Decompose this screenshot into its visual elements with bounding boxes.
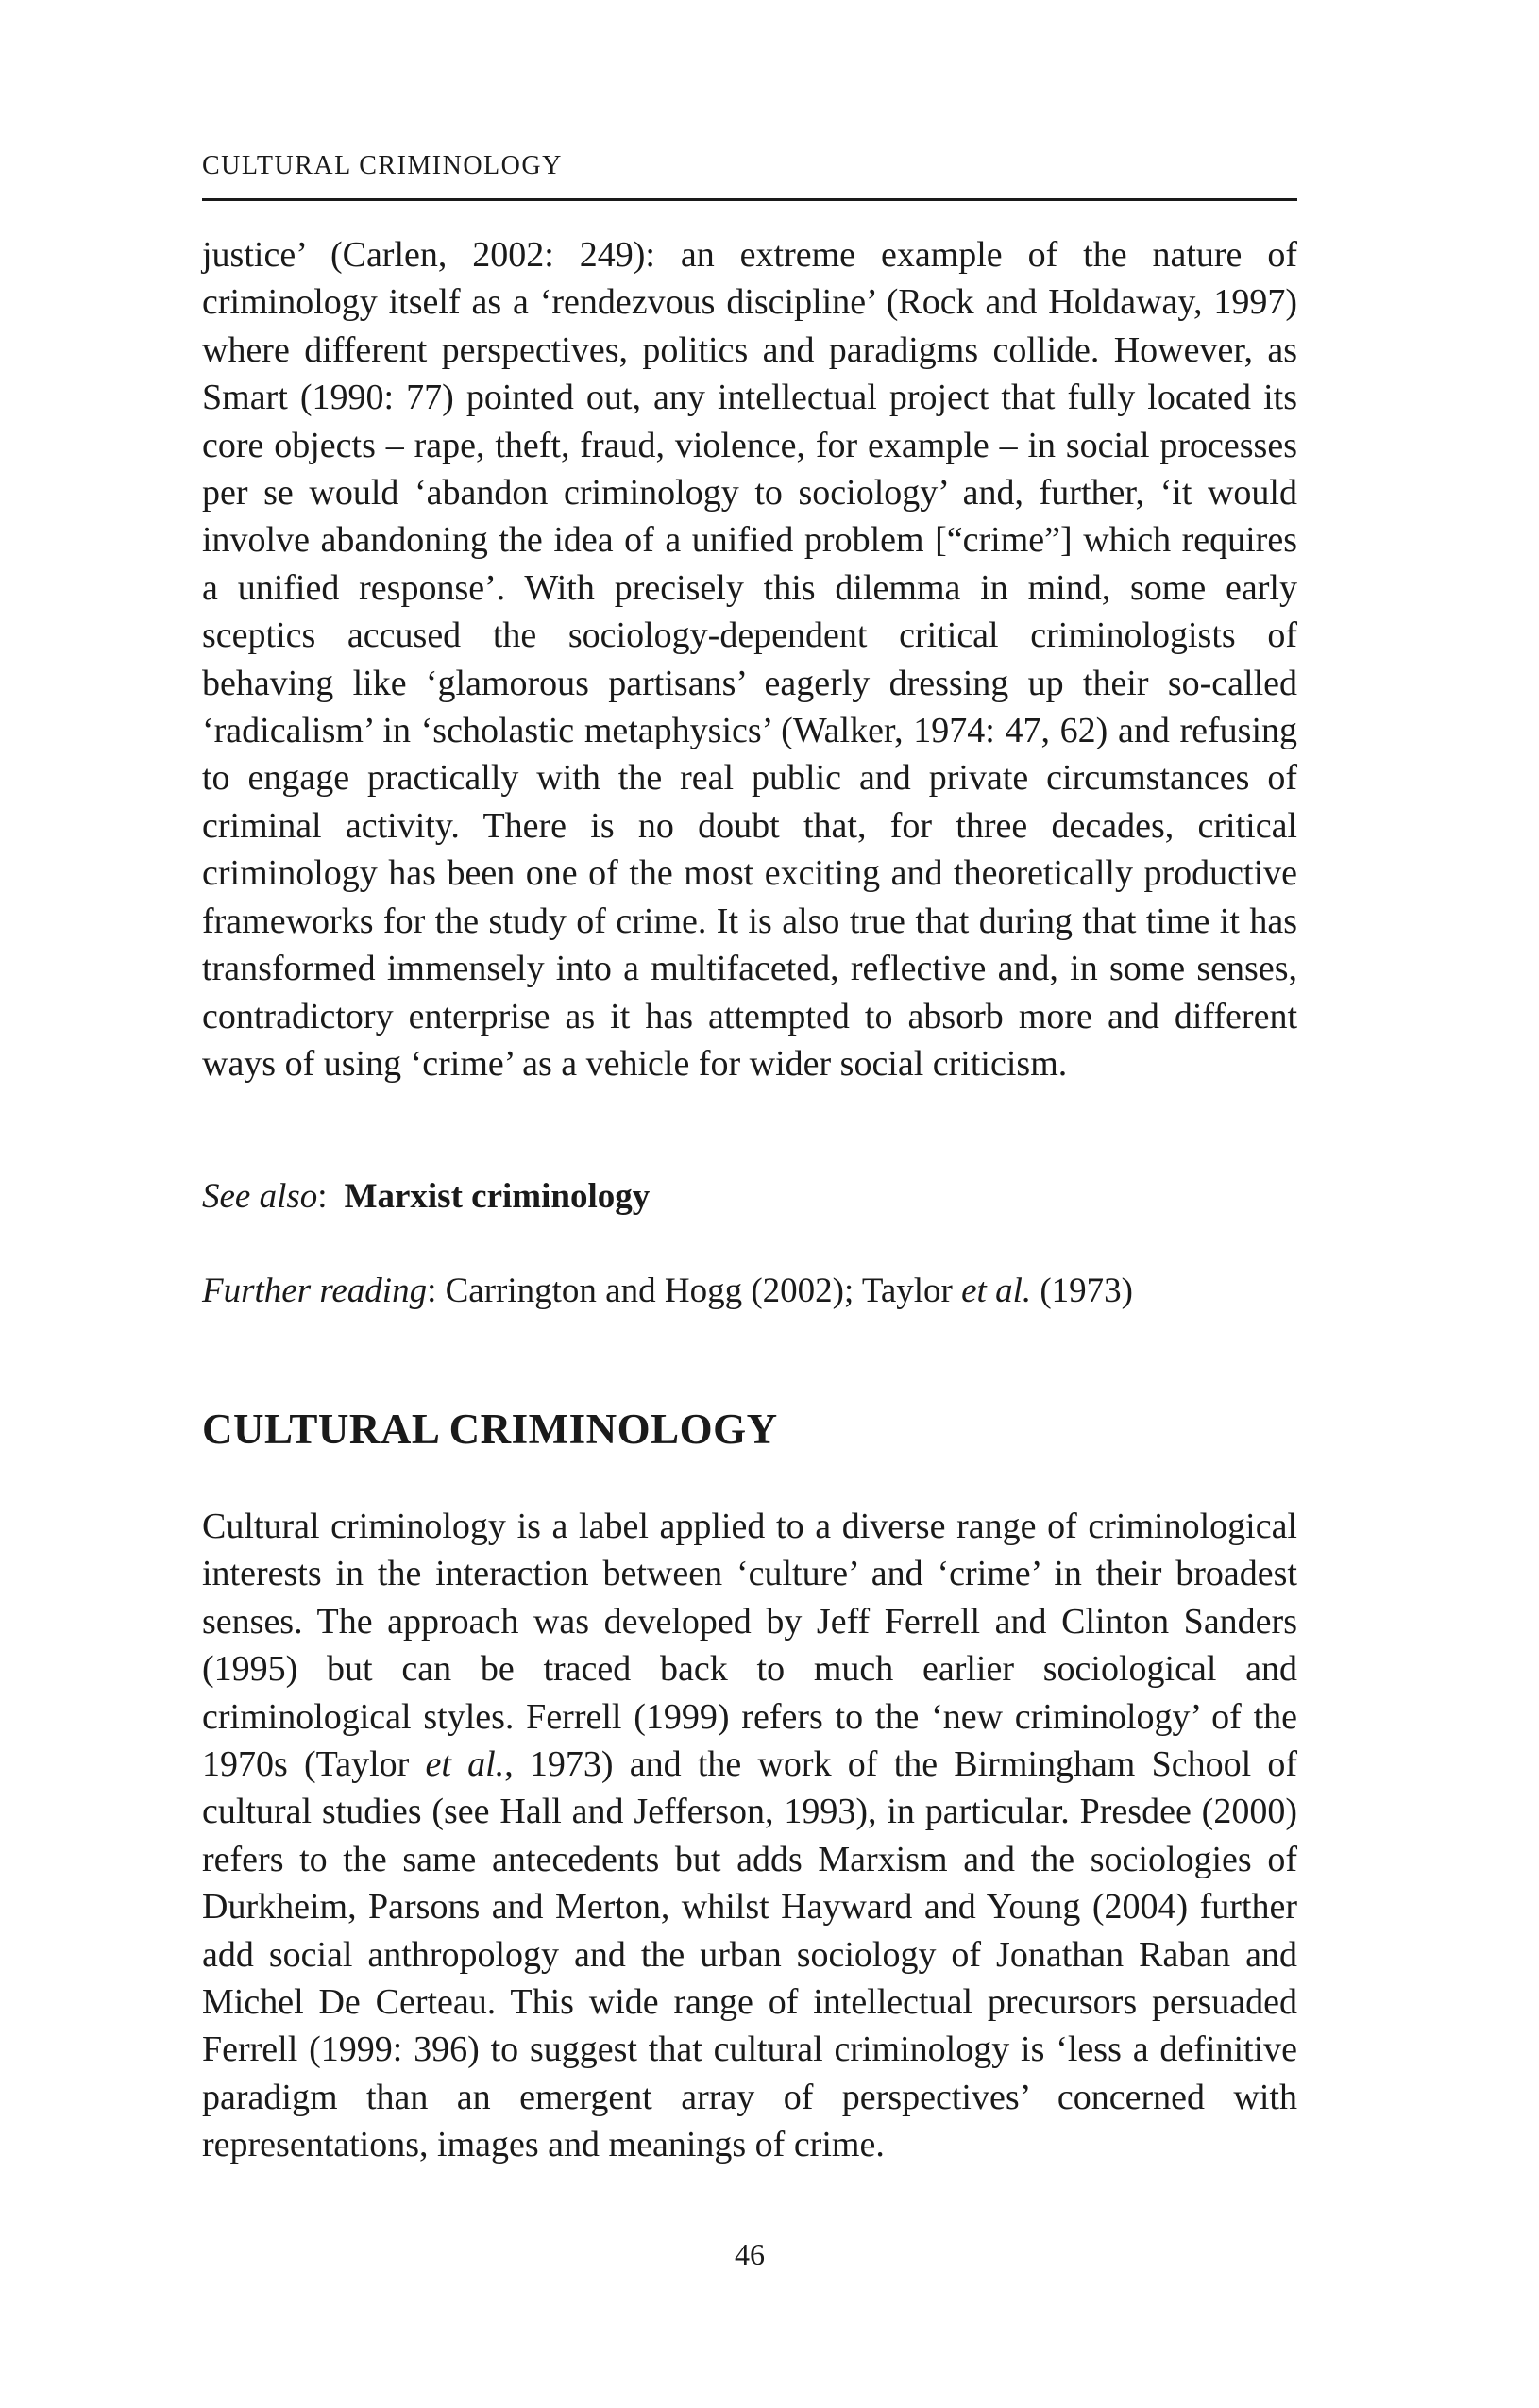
header-rule (202, 198, 1297, 201)
entry-text-part1: Cultural criminology is a label applied to a diverse range of criminological interests in the interaction between ‘culture’ and ‘crime’ in their broadest senses. The approach was developed by Jeff Ferrell and Clinton Sanders (1995) but can be traced back to much earlier sociological and criminological styles. Ferrell (1999) refers to the ‘new criminology’ of the 1970s (Taylor (202, 1507, 1297, 1785)
see-also-colon: : (317, 1177, 328, 1216)
see-also-label: See also (202, 1177, 318, 1216)
see-also-link[interactable]: Marxist criminology (344, 1177, 651, 1216)
page-number: 46 (735, 2237, 765, 2271)
further-reading-label: Further reading (202, 1271, 428, 1310)
entry-text-part2: , 1973) and the work of the Birmingham School of cultural studies (see Hall and Jefferson, 1993), in particular. Presdee (2000) refers to the same antecedents but adds Marxism and the sociologies of Durkheim, Parsons and Merton, whilst Hayward and Young (2004) further add social anthropology and the urban sociology of Jonathan Raban and Michel De Certeau. This wide range of intellectual precursors persuaded Ferrell (1999: 396) to suggest that cultural criminology is ‘less a definitive paradigm than an emergent array of perspectives’ concerned with representations, images and meanings of crime. (202, 1744, 1297, 2165)
further-reading-etal: et al. (961, 1271, 1032, 1310)
entry-paragraph (202, 1503, 1297, 2169)
see-also-line (202, 1176, 650, 1217)
running-header: CULTURAL CRIMINOLOGY (202, 151, 563, 180)
further-reading-colon: : (427, 1271, 446, 1310)
book-page (202, 0, 1297, 2408)
further-reading-year: (1973) (1031, 1271, 1134, 1310)
continued-paragraph: justice’ (Carlen, 2002: 249): an extreme example of the nature of criminology itself as a ‘rendezvous discipline’ (Rock and Holdaway, 1997) where different perspectives, politics and paradigms collide. However, as Smart (1990: 77) pointed out, any intellectual project that fully located its core objects – rape, theft, fraud, violence, for example – in social processes per se would ‘abandon criminology to sociology’ and, further, ‘it would involve abandoning the idea of a unified problem [“crime”] which requires a unified response’. With precisely this dilemma in mind, some early sceptics accused the sociology-dependent critical criminologists of behaving like ‘glamorous partisans’ eagerly dressing up their so-called ‘radicalism’ in ‘scholastic metaphysics’ (Walker, 1974: 47, 62) and refusing to engage practically with the real public and private circumstances of criminal activity. There is no doubt that, for three decades, critical criminology has been one of the most exciting and theoretically productive frameworks for the study of crime. It is also true that during that time it has transformed immensely into a multifaceted, reflective and, in some senses, contradictory enterprise as it has attempted to absorb more and different ways of using ‘crime’ as a vehicle for wider social criticism. (202, 235, 1297, 1084)
entry-text-etal: et al. (425, 1744, 505, 1785)
further-reading-text: Carrington and Hogg (2002); Taylor (445, 1271, 962, 1310)
entry-heading: CULTURAL CRIMINOLOGY (202, 1406, 778, 1453)
further-reading-line (202, 1271, 1133, 1311)
